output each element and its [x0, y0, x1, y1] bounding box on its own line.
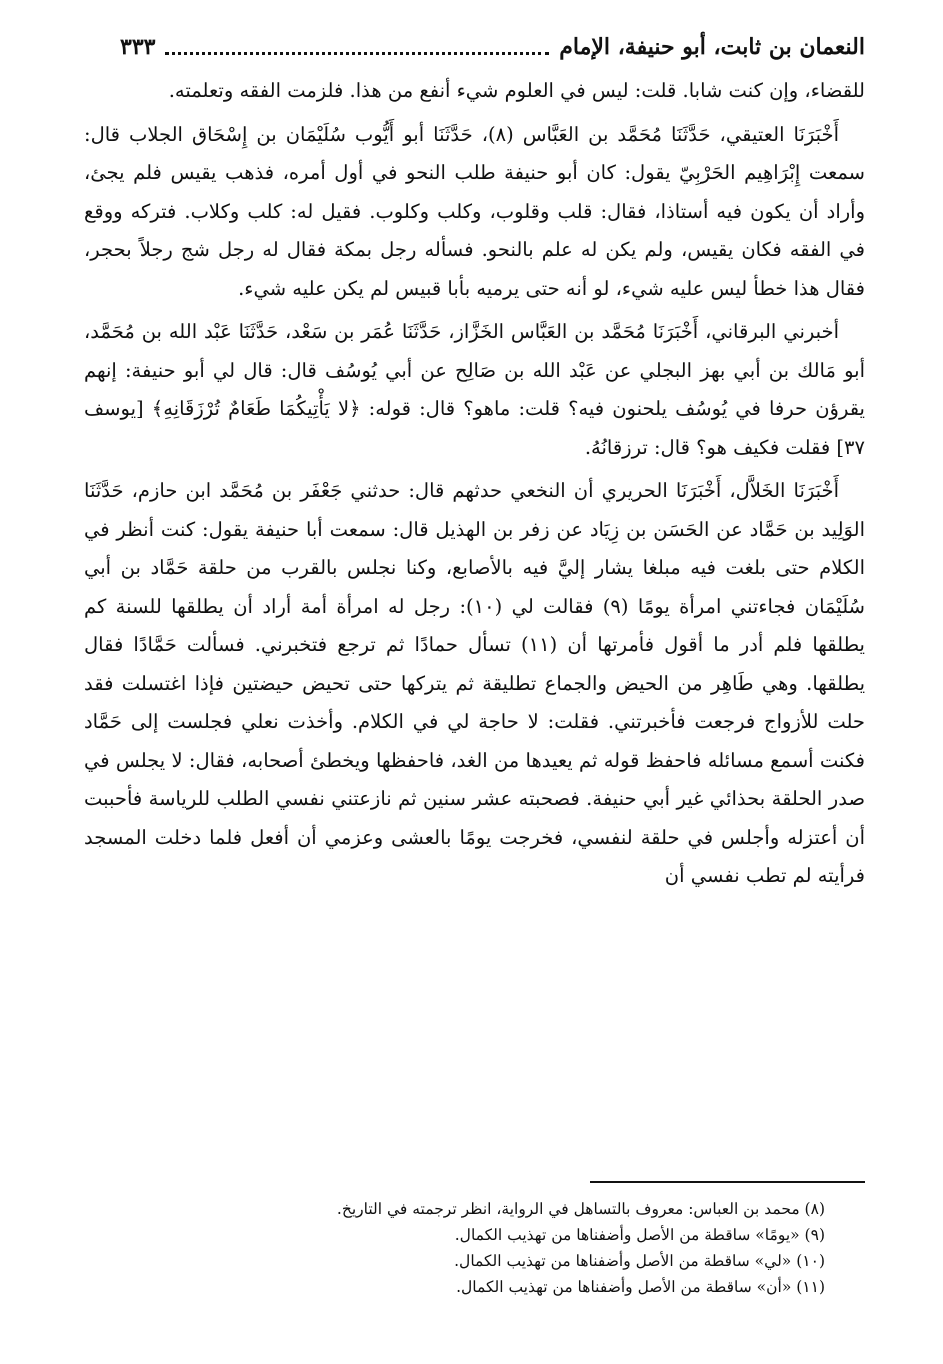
header-dot-leader	[165, 40, 549, 55]
footnote-11: (١١) «أن» ساقطة من الأصل وأضفناها من تهذيب الكمال.	[456, 1278, 825, 1296]
paragraph-3: أخبرني البرقاني، أَخْبَرَنَا مُحَمَّد بن العَبَّاس الخَزَّاز، حَدَّثَنَا عُمَر بن سَعْد، حَدَّثَنَا عَبْد الله بن مُحَمَّد، أبو مَالك بن أبي بهز البجلي عن عَبْد الله بن صَالِح عن أبي يُوسُف قال: قال لي أبو حنيفة: إنهم يقرؤن حرفا في يُوسُف يلحنون فيه؟ قلت: ماهو؟ قال: قوله: ﴿لا يَأْتِيكُمَا طَعَامٌ تُرْزَقَانِهِ﴾ [يوسف ٣٧] فقلت فكيف هو؟ قال: ترزقانُهُ.	[84, 320, 865, 459]
paragraph-4: أَخْبَرَنَا الخَلاَّل، أَخْبَرَنَا الحريري أن النخعي حدثهم قال: حدثني جَعْفَر بن مُحَمَّد ابن حازم، حَدَّثَنَا الوَلِيد بن حَمَّاد عن الحَسَن بن زِيَاد عن زفر بن الهذيل قال: سمعت أبا حنيفة يقول: كنت أنظر في الكلام حتى بلغت فيه مبلغا يشار إليَّ فيه بالأصابع، وكنا نجلس بالقرب من حلقة حَمَّاد بن أبي سُلَيْمَان فجاءتني امرأة يومًا (٩) فقالت لي (١٠): رجل له امرأة أمة أراد أن يطلقها للسنة كم يطلقها فلم أدر ما أقول فأمرتها أن (١١) تسأل حمادًا ثم ترجع فتخبرني. فسألت حَمَّادًا فقال يطلقها. وهي طَاهِر من الحيض والجماع تطليقة ثم يتركها حتى تحيض حيضتين فإذا اغتسلت فقد حلت للأزواج فرجعت فأخبرتني. فقلت: لا حاجة لي في الكلام. وأخذت نعلي فجلست إلى حَمَّاد فكنت أسمع مسائله فاحفظ قوله ثم يعيدها من الغد، فاحفظها ويخطئ أصحابه، فقال: لا يجلس في صدر الحلقة بحذائي غير أبي حنيفة. فصحبته عشر سنين ثم نازعتني نفسي الطلب للرياسة فأحببت أن أعتزله وأجلس في حلقة لنفسي، فخرجت يومًا بالعشى وعزمي أن أفعل فلما دخلت المسجد فرأيته لم تطب نفسي أن	[84, 479, 865, 887]
footnote-8: (٨) محمد بن العباس: معروف بالتساهل في الرواية، انظر ترجمته في التاريخ.	[336, 1200, 825, 1218]
paragraph-1: للقضاء، وإن كنت شابا. قلت: ليس في العلوم شيء أنفع من هذا. فلزمت الفقه وتعلمته.	[168, 79, 865, 102]
paragraph-2: أَخْبَرَنَا العتيقي، حَدَّثَنَا مُحَمَّد بن العَبَّاس (٨)، حَدَّثَنَا أبو أَيُّوب سُلَيْمَان بن إِسْحَاق الجلاب قال: سمعت إِبْرَاهِيم الحَرْبِيّ يقول: كان أبو حنيفة طلب النحو في أول أمره، فذهب يقيس فلم يجئ، وأراد أن يكون فيه أستاذا، فقال: قلب وقلوب، وكلب وكلوب. فقيل له: كلب وكلاب. فتركه ووقع في الفقه فكان يقيس، ولم يكن له علم بالنحو. فسأله رجل بمكة فقال له رجل شج رجلاً بحجر، فقال هذا خطأ ليس عليه شيء، لو أنه حتى يرميه بأبا قبيس لم يكن عليه شيء.	[84, 122, 865, 300]
header-title: النعمان بن ثابت، أبو حنيفة، الإمام	[559, 34, 865, 60]
running-header	[120, 34, 865, 60]
footnotes	[150, 1196, 825, 1300]
page-number: ٣٣٣	[120, 34, 156, 60]
footnote-separator	[590, 1181, 865, 1183]
footnote-10: (١٠) «لي» ساقطة من الأصل وأضفناها من تهذيب الكمال.	[454, 1252, 825, 1270]
footnote-9: (٩) «يومًا» ساقطة من الأصل وأضفناها من تهذيب الكمال.	[454, 1226, 825, 1244]
main-text	[84, 72, 865, 901]
